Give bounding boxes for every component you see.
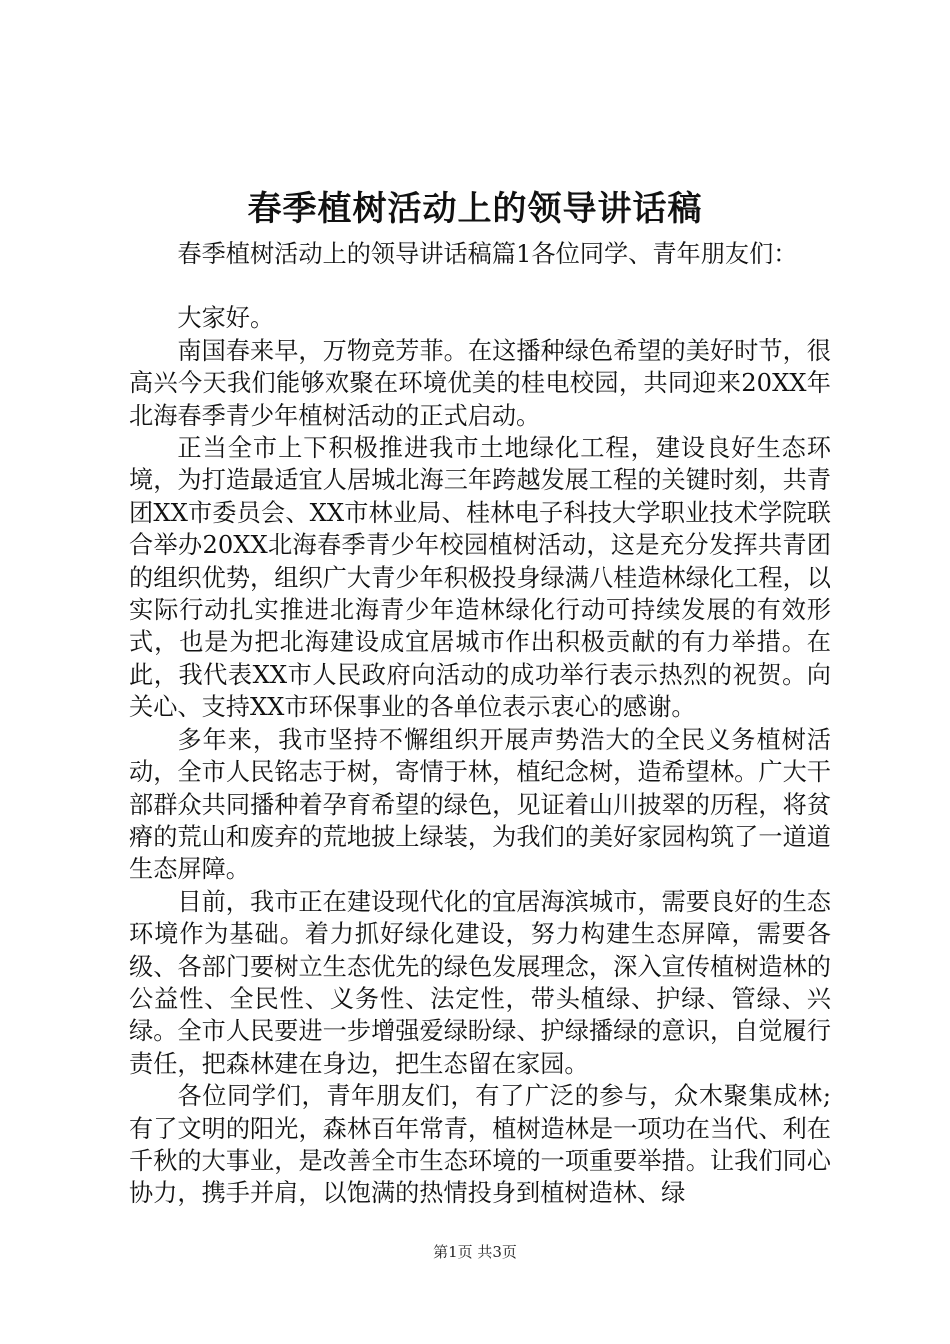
body-paragraph: 正当全市上下积极推进我市土地绿化工程，建设良好生态环境，为打造最适宜人居城北海三年跨越发展工程的关键时刻，共青团XX市委员会、XX市林业局、桂林电子科技大学职业技术学院联合举办20XX北海春季青少年校园植树活动，这是充分发挥共青团的组织优势，组织广大青少年积极投身绿满八桂造林绿化工程，以实际行动扎实推进北海青少年造林绿化行动可持续发展的有效形式，也是为把北海建设成宜居城市作出积极贡献的有力举措。在此，我代表XX市人民政府向活动的成功举行表示热烈的祝贺。向关心、支持XX市环保事业的各单位表示衷心的感谢。 <box>129 434 831 722</box>
body-paragraph: 各位同学们，青年朋友们，有了广泛的参与，众木聚集成林;有了文明的阳光，森林百年常青，植树造林是一项功在当代、利在千秋的大事业，是改善全市生态环境的一项重要举措。让我们同心协力，携手并肩，以饱满的热情投身到植树造林、绿 <box>129 1082 831 1208</box>
greeting-paragraph: 大家好。 <box>177 304 275 333</box>
body-paragraph: 多年来，我市坚持不懈组织开展声势浩大的全民义务植树活动，全市人民铭志于树，寄情于林，植纪念树，造希望林。广大干部群众共同播种着孕育希望的绿色，见证着山川披翠的历程，将贫瘠的荒山和废弃的荒地披上绿装，为我们的美好家园构筑了一道道生态屏障。 <box>129 725 831 884</box>
body-paragraph: 目前，我市正在建设现代化的宜居海滨城市，需要良好的生态环境作为基础。着力抓好绿化建设，努力构建生态屏障，需要各级、各部门要树立生态优先的绿色发展理念，深入宣传植树造林的公益性、全民性、义务性、法定性，带头植绿、护绿、管绿、兴绿。全市人民要进一步增强爱绿盼绿、护绿播绿的意识，自觉履行责任，把森林建在身边，把生态留在家园。 <box>129 887 831 1078</box>
opening-line: 春季植树活动上的领导讲话稿篇1各位同学、青年朋友们： <box>177 240 798 268</box>
document-title: 春季植树活动上的领导讲话稿 <box>247 189 703 229</box>
page-footer: 第1页 共3页 <box>433 1243 517 1261</box>
document-body <box>129 238 831 1210</box>
body-paragraph: 南国春来早，万物竞芳菲。在这播种绿色希望的美好时节，很高兴今天我们能够欢聚在环境优美的桂电校园，共同迎来20XX年北海春季青少年植树活动的正式启动。 <box>129 336 831 430</box>
